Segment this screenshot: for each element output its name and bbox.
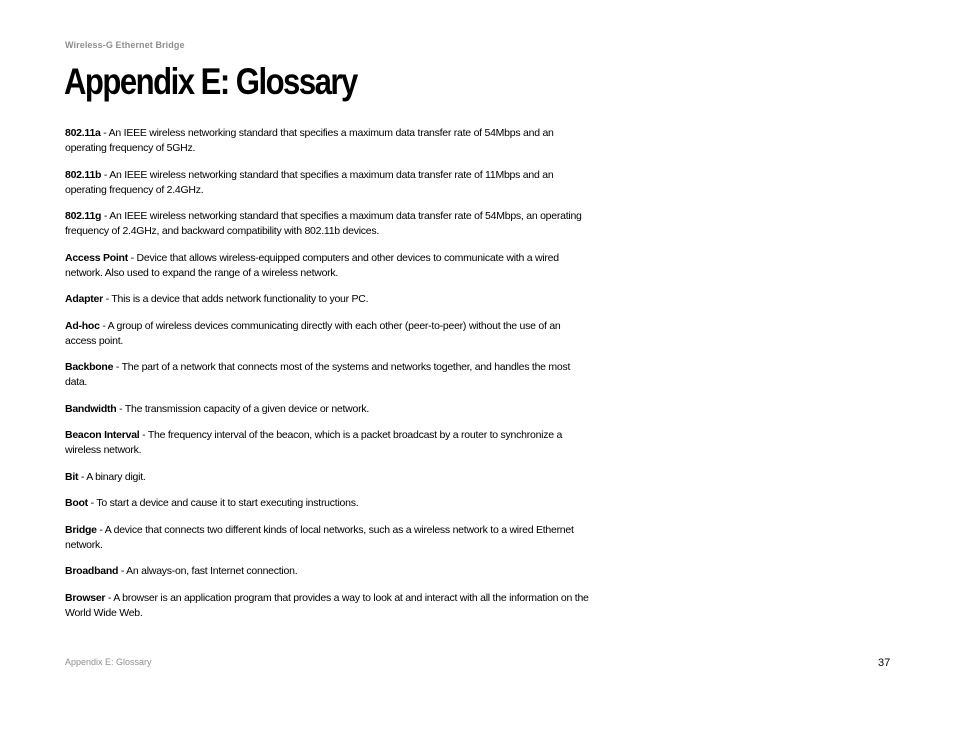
glossary-term: Bandwidth [65,402,117,415]
glossary-term: Beacon Interval [65,429,140,441]
glossary-term: Access Point [65,251,128,264]
glossary-entry-browser [65,591,590,621]
glossary-term: Ad-hoc [65,319,100,332]
glossary-term: 802.11g [65,210,102,222]
glossary-term: Bit [65,470,79,483]
page-number: 37 [878,657,891,669]
glossary-entry-beacon-interval [65,428,590,458]
glossary-definition: - The transmission capacity of a given device or network. [116,402,370,415]
glossary-entry-bridge [65,523,590,553]
glossary-term: Broadband [65,565,119,577]
glossary-definition: - The frequency interval of the beacon, which is a packet broadcast by a router to synchronize a wireless network. [65,429,563,456]
glossary-definition: - A device that connects two different kinds of local networks, such as a wireless network to a wired Ethernet network. [65,523,574,551]
glossary-entry-boot [65,496,590,511]
glossary-definition: - An IEEE wireless networking standard that specifies a maximum data transfer rate of 11Mbps and an operating frequency of 2.4GHz. [65,168,554,196]
glossary-entry-bit [65,470,590,485]
glossary-definition: - The part of a network that connects most of the systems and networks together, and handles the most data. [65,361,571,388]
glossary-term: Backbone [65,361,114,373]
glossary-definition: - An always-on, fast Internet connection. [118,565,298,577]
glossary-definition: - An IEEE wireless networking standard that specifies a maximum data transfer rate of 54Mbps and an operating frequency of 5GHz. [65,127,554,154]
glossary-term: Adapter [65,293,103,305]
glossary-definition: - Device that allows wireless-equipped computers and other devices to communicate with a wired network. Also used to expand the range of a wireless network. [65,251,559,279]
glossary-entry-802-11b [65,168,590,198]
glossary-entry-broadband [65,564,590,579]
running-footer: Appendix E: Glossary [65,657,152,667]
glossary-entry-backbone [65,360,590,390]
glossary-definition: - A binary digit. [78,470,146,483]
glossary-definition: - To start a device and cause it to start executing instructions. [87,497,359,509]
glossary-entry-ad-hoc [65,319,590,349]
glossary-definition: - A group of wireless devices communicating directly with each other (peer-to-peer) without the use of an access point. [65,319,561,347]
glossary-definition: - An IEEE wireless networking standard that specifies a maximum data transfer rate of 54Mbps, an operating frequency of 2.4GHz, and backward compatibility with 802.11b devices. [65,210,582,237]
glossary-entry-access-point [65,251,590,281]
glossary-term: 802.11a [65,127,101,139]
glossary-list [65,126,590,632]
page-title: Appendix E: Glossary [64,61,357,102]
running-header: Wireless-G Ethernet Bridge [65,40,185,50]
glossary-term: Browser [65,591,106,604]
glossary-term: Bridge [65,523,97,536]
glossary-entry-802-11g [65,209,590,239]
glossary-term: 802.11b [65,168,102,181]
glossary-definition: - This is a device that adds network functionality to your PC. [102,293,369,305]
glossary-entry-bandwidth [65,402,590,417]
glossary-term: Boot [65,497,88,509]
glossary-entry-802-11a [65,126,590,156]
glossary-definition: - A browser is an application program that provides a way to look at and interact with all the information on the World Wide Web. [65,591,589,619]
glossary-entry-adapter [65,292,590,307]
